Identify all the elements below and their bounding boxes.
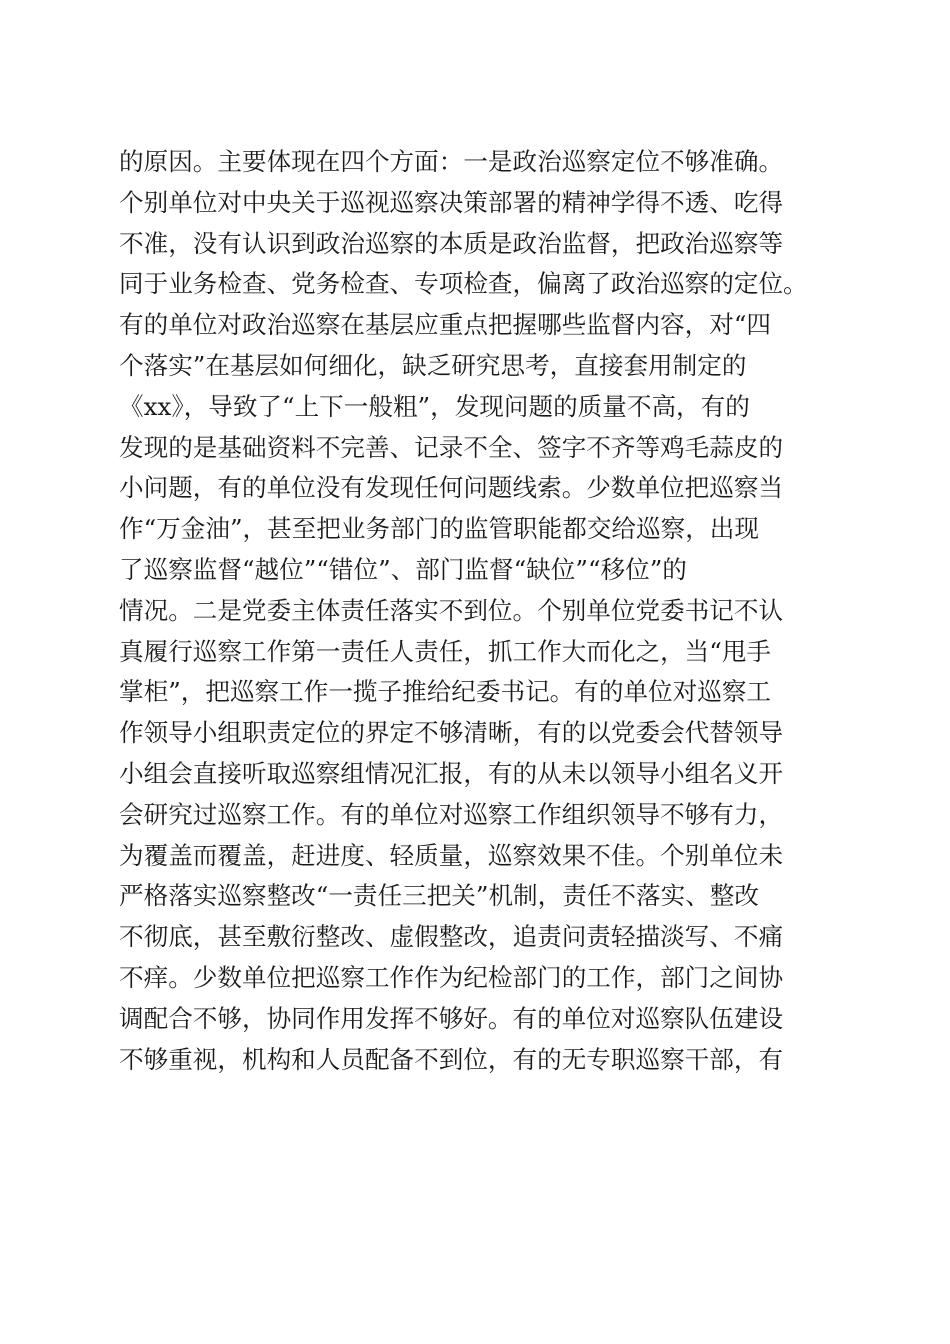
text-line: 发现的是基础资料不完善、记录不全、签字不齐等鸡毛蒜皮的 (119, 432, 784, 462)
text-line: 的原因。主要体现在四个方面：一是政治巡察定位不够准确。 (119, 147, 784, 176)
text-line: 为覆盖而覆盖，赶进度、轻质量，巡察效果不佳。个别单位未 (119, 840, 784, 870)
text-line: 个别单位对中央关于巡视巡察决策部署的精神学得不透、吃得 (119, 187, 784, 217)
text-line: 《xx》，导致了“上下一般粗”，发现问题的质量不高，有的 (119, 391, 750, 421)
text-line: 作领导小组职责定位的界定不够清晰，有的以党委会代替领导 (119, 718, 784, 748)
text-line: 不够重视，机构和人员配备不到位，有的无专职巡察干部，有 (119, 1044, 784, 1074)
text-line: 调配合不够，协同作用发挥不够好。有的单位对巡察队伍建设 (119, 1003, 784, 1033)
text-line: 掌柜”，把巡察工作一揽子推给纪委书记。有的单位对巡察工 (119, 677, 772, 707)
text-line: 小问题，有的单位没有发现任何问题线索。少数单位把巡察当 (119, 473, 784, 503)
text-line: 有的单位对政治巡察在基层应重点把握哪些监督内容，对“四 (119, 310, 772, 340)
text-line: 同于业务检查、党务检查、专项检查，偏离了政治巡察的定位。 (119, 269, 808, 299)
text-line: 不痒。少数单位把巡察工作作为纪检部门的工作，部门之间协 (119, 962, 784, 992)
text-line: 不准，没有认识到政治巡察的本质是政治监督，把政治巡察等 (119, 228, 784, 258)
body-text (119, 142, 839, 1080)
text-line: 了巡察监督“越位”“错位”、部门监督“缺位”“移位”的 (119, 554, 687, 584)
text-line: 会研究过巡察工作。有的单位对巡察工作组织领导不够有力， (119, 799, 784, 829)
text-line: 不彻底，甚至敷衍整改、虚假整改，追责问责轻描淡写、不痛 (119, 922, 784, 952)
text-line: 情况。二是党委主体责任落实不到位。个别单位党委书记不认 (119, 595, 784, 625)
text-line: 小组会直接听取巡察组情况汇报，有的从未以领导小组名义开 (119, 758, 784, 788)
text-line: 作“万金油”，甚至把业务部门的监管职能都交给巡察，出现 (119, 514, 759, 544)
text-line: 个落实”在基层如何细化，缺乏研究思考，直接套用制定的 (119, 350, 747, 380)
text-line: 真履行巡察工作第一责任人责任，抓工作大而化之，当“甩手 (119, 636, 772, 666)
text-line: 严格落实巡察整改“一责任三把关”机制，责任不落实、整改 (119, 881, 759, 911)
